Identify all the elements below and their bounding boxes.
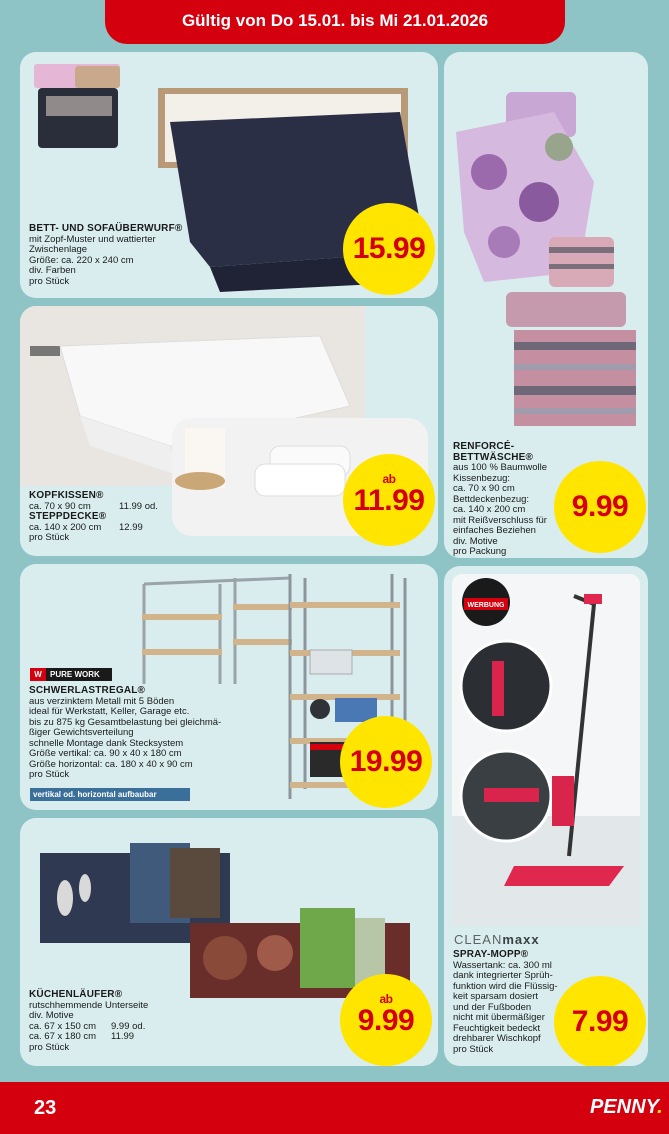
runner-line: div. Motive [29,1010,74,1021]
runner-price-1: 9.99 od. [111,1020,146,1032]
bedspread-line: Zwischenlage [29,244,88,255]
pillow-unit: pro Stück [29,532,70,543]
mop-line: nicht mit übermäßiger [453,1012,545,1023]
runner-size-row [29,1032,199,1043]
bedding-line: pro Packung [453,546,507,557]
shelf-line: ßiger Gewichtsverteilung [29,727,134,738]
card-pillow[interactable] [20,306,438,556]
shelf-price: 19.99 [349,745,423,778]
shelf-line: bis zu 875 kg Gesamtbelastung bei gleichmä- [29,716,222,728]
runner-price-badge [340,974,432,1066]
validity-text: Gültig von Do 15.01. bis Mi 21.01.2026 [181,11,489,30]
runner-unit: pro Stück [29,1041,70,1053]
mop-line: Wassertank: ca. 300 ml [453,959,552,971]
card-runner[interactable] [20,818,438,1066]
bedspread-name: BETT- UND SOFAÜBERWURF® [29,223,183,234]
bedspread-price-badge [343,203,435,295]
shelf-line: ideal für Werkstatt, Keller, Garage etc. [29,706,190,717]
purework-icon: W [30,668,46,681]
card-mop[interactable] [444,566,648,1066]
penny-text: PENNY [590,1096,658,1118]
mop-line: drehbarer Wischkopf [453,1033,541,1044]
cleanmaxx-b: maxx [502,932,540,947]
mop-line: dank integrierter Sprüh- [453,970,553,981]
bedding-price-badge [554,461,646,553]
shelf-name: SCHWERLASTREGAL® [29,685,146,696]
pillow-text [29,491,199,544]
bedding-line: div. Motive [453,535,498,547]
shelf-line: schnelle Montage dank Stecksystem [29,737,184,749]
shelf-line: pro Stück [29,769,70,780]
bedding-line: einfaches Beziehen [453,525,536,536]
bedding-name: RENFORCÉ-BETTWÄSCHE® [453,441,534,463]
bedspread-text [29,224,199,287]
mop-image [444,566,648,926]
footer-bar [0,1082,669,1134]
penny-logo [590,1096,663,1119]
validity-banner [105,0,565,44]
card-bedding[interactable] [444,52,648,558]
purework-brand: PURE WORK [50,670,100,679]
pillow-price: 11.99 [353,484,425,517]
card-shelf[interactable] [20,564,438,810]
pillow-size-2: ca. 140 x 200 cm [29,521,102,533]
mop-badge: WERBUNG [467,602,505,609]
bedspread-line: div. Farben [29,265,76,276]
runner-size-1: ca. 67 x 150 cm [29,1020,97,1032]
bedspread-line: Größe: ca. 220 x 240 cm [29,254,134,266]
pillow-size-1: ca. 70 x 90 cm [29,500,91,512]
bedding-line: ca. 70 x 90 cm [453,483,515,494]
runner-name: KÜCHENLÄUFER® [29,989,123,1000]
shelf-line: Größe vertikal: ca. 90 x 40 x 180 cm [29,748,182,759]
runner-price: 9.99 [357,1004,415,1037]
runner-price-2: 11.99 [111,1031,135,1042]
bedspread-line: pro Stück [29,275,70,287]
shelf-price-badge [340,716,432,808]
bedspread-price: 15.99 [352,232,426,265]
bedding-line: Bettdeckenbezug: [453,493,530,505]
pillow-name-1: KOPFKISSEN® [29,490,104,501]
penny-dot: . [657,1096,663,1118]
mop-price: 7.99 [571,1005,629,1038]
shelf-tag [30,788,190,801]
bedding-line: Kissenbezug: [453,472,511,484]
page-number: 23 [34,1097,57,1119]
pillow-price-1: 11.99 od. [119,500,158,512]
mop-name: SPRAY-MOPP® [453,949,529,960]
mop-line: funktion wird die Flüssig- [453,980,558,992]
runner-line: rutschhemmende Unterseite [29,999,149,1011]
bedspread-line: mit Zopf-Muster und wattierter [29,233,156,245]
mop-text [453,950,563,1055]
mop-line: keit sparsam dosiert [453,991,539,1002]
mop-line: und der Fußboden [453,1001,532,1013]
runner-price-prefix: ab [379,992,393,1006]
bedding-line: aus 100 % Baumwolle [453,462,547,473]
card-bedspread[interactable] [20,52,438,298]
runner-size-2: ca. 67 x 180 cm [29,1031,97,1042]
mop-line: Feuchtigkeit bedeckt [453,1022,541,1034]
mop-price-badge [554,976,646,1066]
cleanmaxx-a: CLEAN [454,932,503,947]
shelf-tag-text: vertikal od. horizontal aufbaubar [33,790,157,799]
pillow-price-prefix: ab [382,472,396,486]
bedding-line: ca. 140 x 200 cm [453,504,526,515]
bedding-price: 9.99 [571,490,629,523]
pillow-price-badge [343,454,435,546]
pillow-price-2: 12.99 [119,521,143,533]
shelf-line: aus verzinktem Metall mit 5 Böden [29,695,175,707]
shelf-line: Größe horizontal: ca. 180 x 40 x 90 cm [29,758,193,770]
mop-line: pro Stück [453,1043,494,1055]
cleanmaxx-logo [454,932,540,947]
runner-text [29,990,199,1053]
purework-logo [30,668,112,681]
bedding-line: mit Reißverschluss für [453,514,547,526]
pillow-name-2: STEPPDECKE® [29,511,107,522]
shelf-text [29,686,259,781]
